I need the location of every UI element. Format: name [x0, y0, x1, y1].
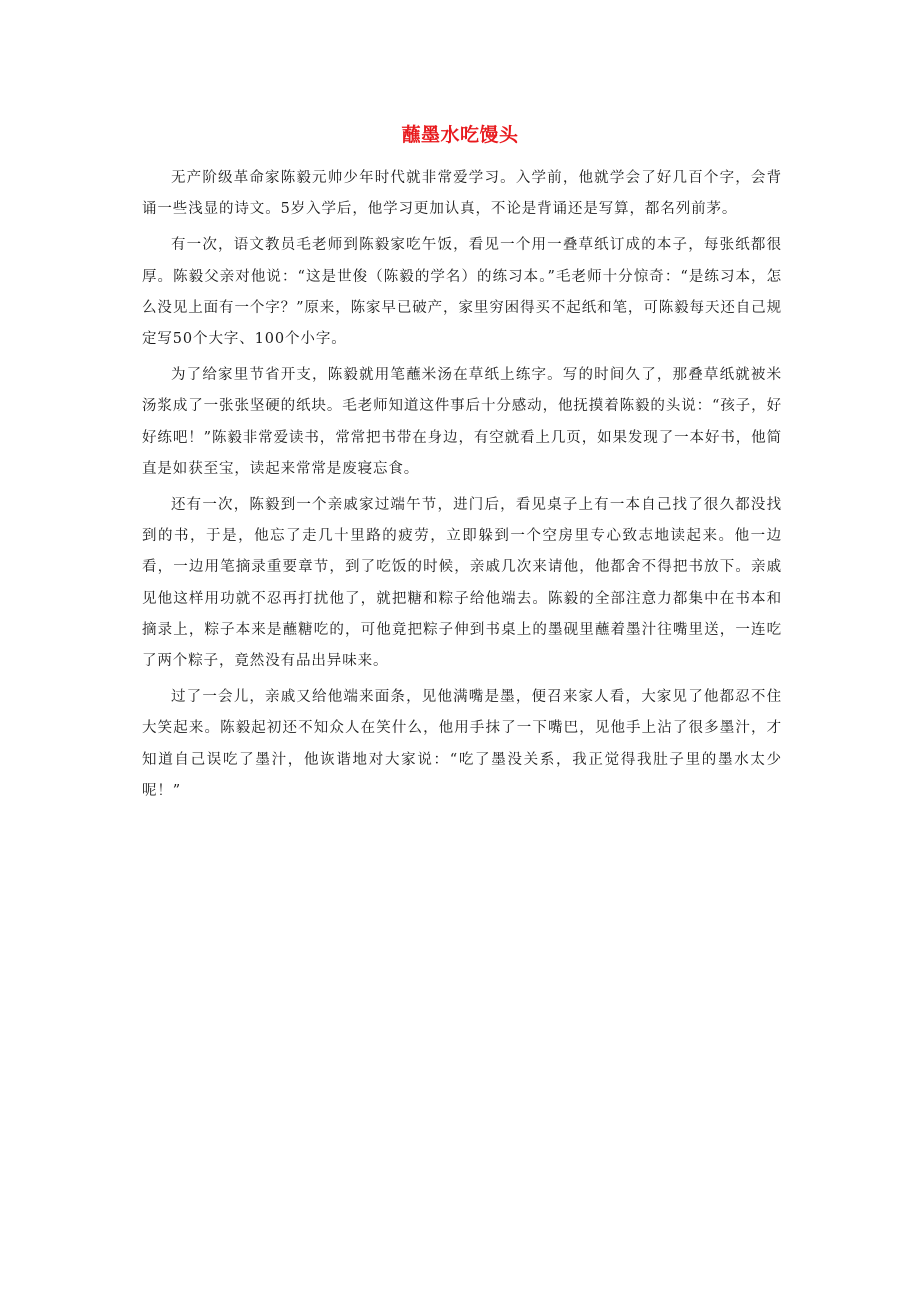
paragraph-3: 为了给家里节省开支，陈毅就用笔蘸米汤在草纸上练字。写的时间久了，那叠草纸就被米汤浆成了一张张坚硬的纸块。毛老师知道这件事后十分感动，他抚摸着陈毅的头说：“孩子，好好练吧！”陈毅非常爱读书，常常把书带在身边，有空就看上几页，如果发现了一本好书，他简直是如获至宝，读起来常常是废寝忘食。 — [142, 367, 782, 477]
paragraph-4: 还有一次，陈毅到一个亲戚家过端午节，进门后，看见桌子上有一本自己找了很久都没找到的书，于是，他忘了走几十里路的疲劳，立即躲到一个空房里专心致志地读起来。他一边看，一边用笔摘录重要章节，到了吃饭的时候，亲戚几次来请他，他都舍不得把书放下。亲戚见他这样用功就不忍再打扰他了，就把糖和粽子给他端去。陈毅的全部注意力都集中在书本和摘录上，粽子本来是蘸糖吃的，可他竟把粽子伸到书桌上的墨砚里蘸着墨汁往嘴里送，一连吃了两个粽子，竟然没有品出异味来。 — [142, 497, 782, 670]
paragraph-1: 无产阶级革命家陈毅元帅少年时代就非常爱学习。入学前，他就学会了好几百个字，会背诵一些浅显的诗文。5岁入学后，他学习更加认真，不论是背诵还是写算，都名列前茅。 — [142, 170, 782, 218]
document-body — [142, 163, 782, 812]
paragraph-5: 过了一会儿，亲戚又给他端来面条，见他满嘴是墨，便召来家人看，大家见了他都忍不住大笑起来。陈毅起初还不知众人在笑什么，他用手抹了一下嘴巴，见他手上沾了很多墨汁，才知道自己误吃了墨汁，他诙谐地对大家说：“吃了墨没关系，我正觉得我肚子里的墨水太少呢！” — [142, 689, 782, 799]
paragraph-2: 有一次，语文教员毛老师到陈毅家吃午饭，看见一个用一叠草纸订成的本子，每张纸都很厚。陈毅父亲对他说：“这是世俊（陈毅的学名）的练习本。”毛老师十分惊奇：“是练习本，怎么没见上面有一个字？”原来，陈家早已破产，家里穷困得买不起纸和笔，可陈毅每天还自己规定写50个大字、100个小字。 — [142, 237, 782, 348]
document-title: 蘸墨水吃馒头 — [401, 124, 519, 146]
